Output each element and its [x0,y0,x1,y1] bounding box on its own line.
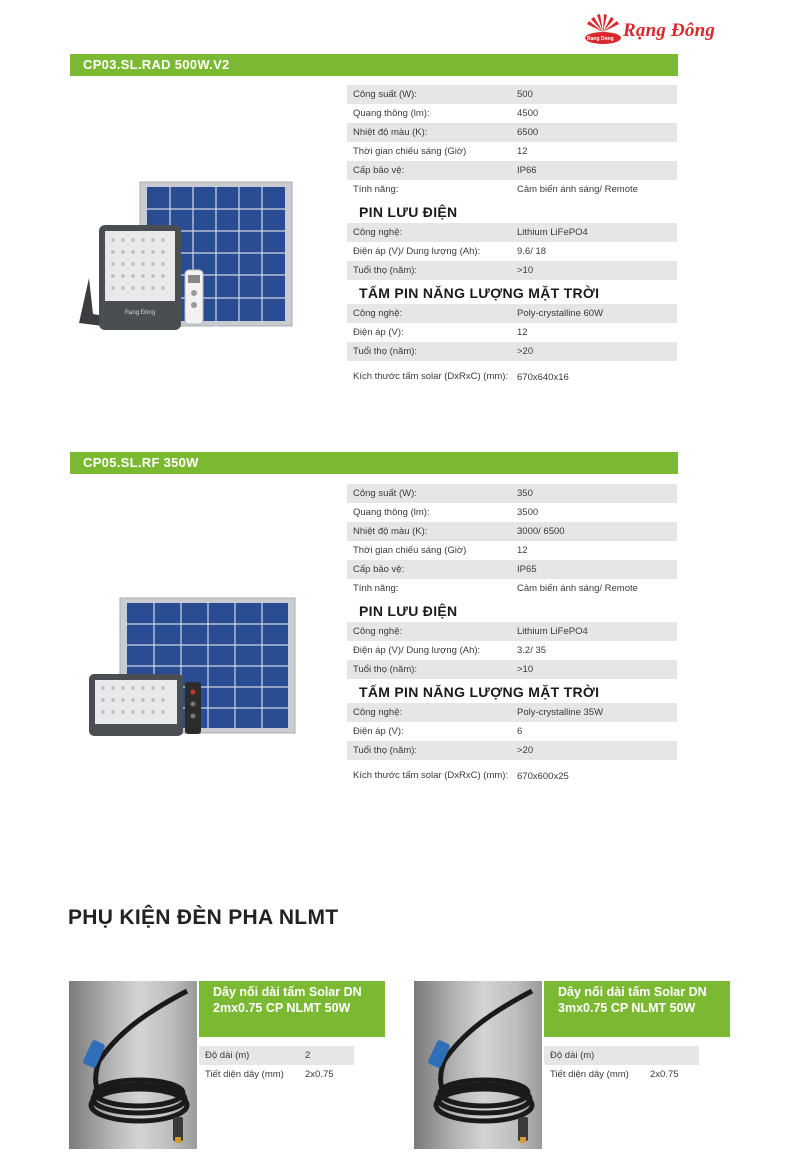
spec-row: Công nghệ: Poly-crystalline 60W [347,304,677,323]
accessory-spec-1 [199,1046,354,1084]
spec-table-cp03 [347,85,677,393]
battery-heading: PIN LƯU ĐIỆN [359,204,458,220]
spec-row: Công nghệ: Lithium LiFePO4 [347,223,677,242]
accessory-title-2: Dây nối dài tấm Solar DN 3mx0.75 CP NLMT 50W [544,981,730,1037]
product-title-bar: CP03.SL.RAD 500W.V2 [70,54,678,76]
spec-row: Quang thông (lm): 3500 [353,506,539,518]
product-image-cp05 [75,596,305,741]
accessory-title-1: Dây nối dài tấm Solar DN 2mx0.75 CP NLMT 50W [199,981,385,1037]
spec-row: Nhiệt độ màu (K): 6500 [347,123,677,142]
spec-row: Tiết diện dây (mm) 2x0.75 [205,1068,334,1080]
spec-row: Độ dài (m) [544,1046,699,1065]
spec-row: Công suất (W): 350 [347,484,677,503]
spec-row: Tuổi thọ (năm): >10 [347,261,677,280]
spec-row: Công nghệ: Lithium LiFePO4 [347,622,677,641]
spec-table-cp05 [347,484,677,792]
spec-row: Công nghệ: Poly-crystalline 35W [347,703,677,722]
spec-row: Thời gian chiếu sáng (Giờ) 12 [353,544,528,556]
product-image-cp03 [75,178,300,338]
spec-row: Tiết diện dây (mm) 2x0.75 [550,1068,679,1080]
spec-row: Kích thước tấm solar (DxRxC) (mm): 670x640x16 [353,371,569,383]
spec-row: Điện áp (V)/ Dung lượng (Ah): 3.2/ 35 [353,644,547,656]
spec-row: Kích thước tấm solar (DxRxC) (mm): 670x600x25 [353,770,569,782]
spec-row: Nhiệt độ màu (K): 3000/ 6500 [347,522,677,541]
spec-row: Tuổi thọ (năm): >20 [347,741,677,760]
brand-name: Rạng Đông [623,20,716,41]
panel-heading: TẤM PIN NĂNG LƯỢNG MẶT TRỜI [359,285,600,301]
spec-row: Thời gian chiếu sáng (Giờ) 12 [353,145,528,157]
product-title-bar: CP05.SL.RF 350W [70,452,678,474]
accessory-spec-2 [544,1046,699,1084]
spec-row: Điện áp (V): 6 [353,725,523,737]
brand-seal-text: Rang Dong [587,36,614,42]
cable-icon [414,981,542,1149]
accessories-heading: PHỤ KIỆN ĐÈN PHA NLMT [68,906,339,929]
spec-row: Cấp bảo vệ: IP66 [347,161,677,180]
spec-row: Quang thông (lm): 4500 [353,107,539,119]
spec-row: Tính năng: Cảm biến ánh sáng/ Remote [353,183,638,195]
sun-logo-icon [583,14,623,50]
panel-heading: TẤM PIN NĂNG LƯỢNG MẶT TRỜI [359,684,600,700]
spec-row: Độ dài (m) 2 [199,1046,354,1065]
spec-row: Cấp bảo vệ: IP65 [347,560,677,579]
spec-row: Tuổi thọ (năm): >20 [347,342,677,361]
cable-icon [69,981,197,1149]
lamp-label: Rạng Đông [124,310,156,316]
spec-row: Tính năng: Cảm biến ánh sáng/ Remote [353,582,638,594]
spec-row: Công suất (W): 500 [347,85,677,104]
battery-heading: PIN LƯU ĐIỆN [359,603,458,619]
spec-row: Tuổi thọ (năm): >10 [347,660,677,679]
accessory-image-1 [69,981,197,1149]
brand-logo [583,14,733,50]
spec-row: Điện áp (V)/ Dung lượng (Ah): 9.6/ 18 [353,245,547,257]
spec-row: Điện áp (V): 12 [353,326,528,338]
accessory-image-2 [414,981,542,1149]
